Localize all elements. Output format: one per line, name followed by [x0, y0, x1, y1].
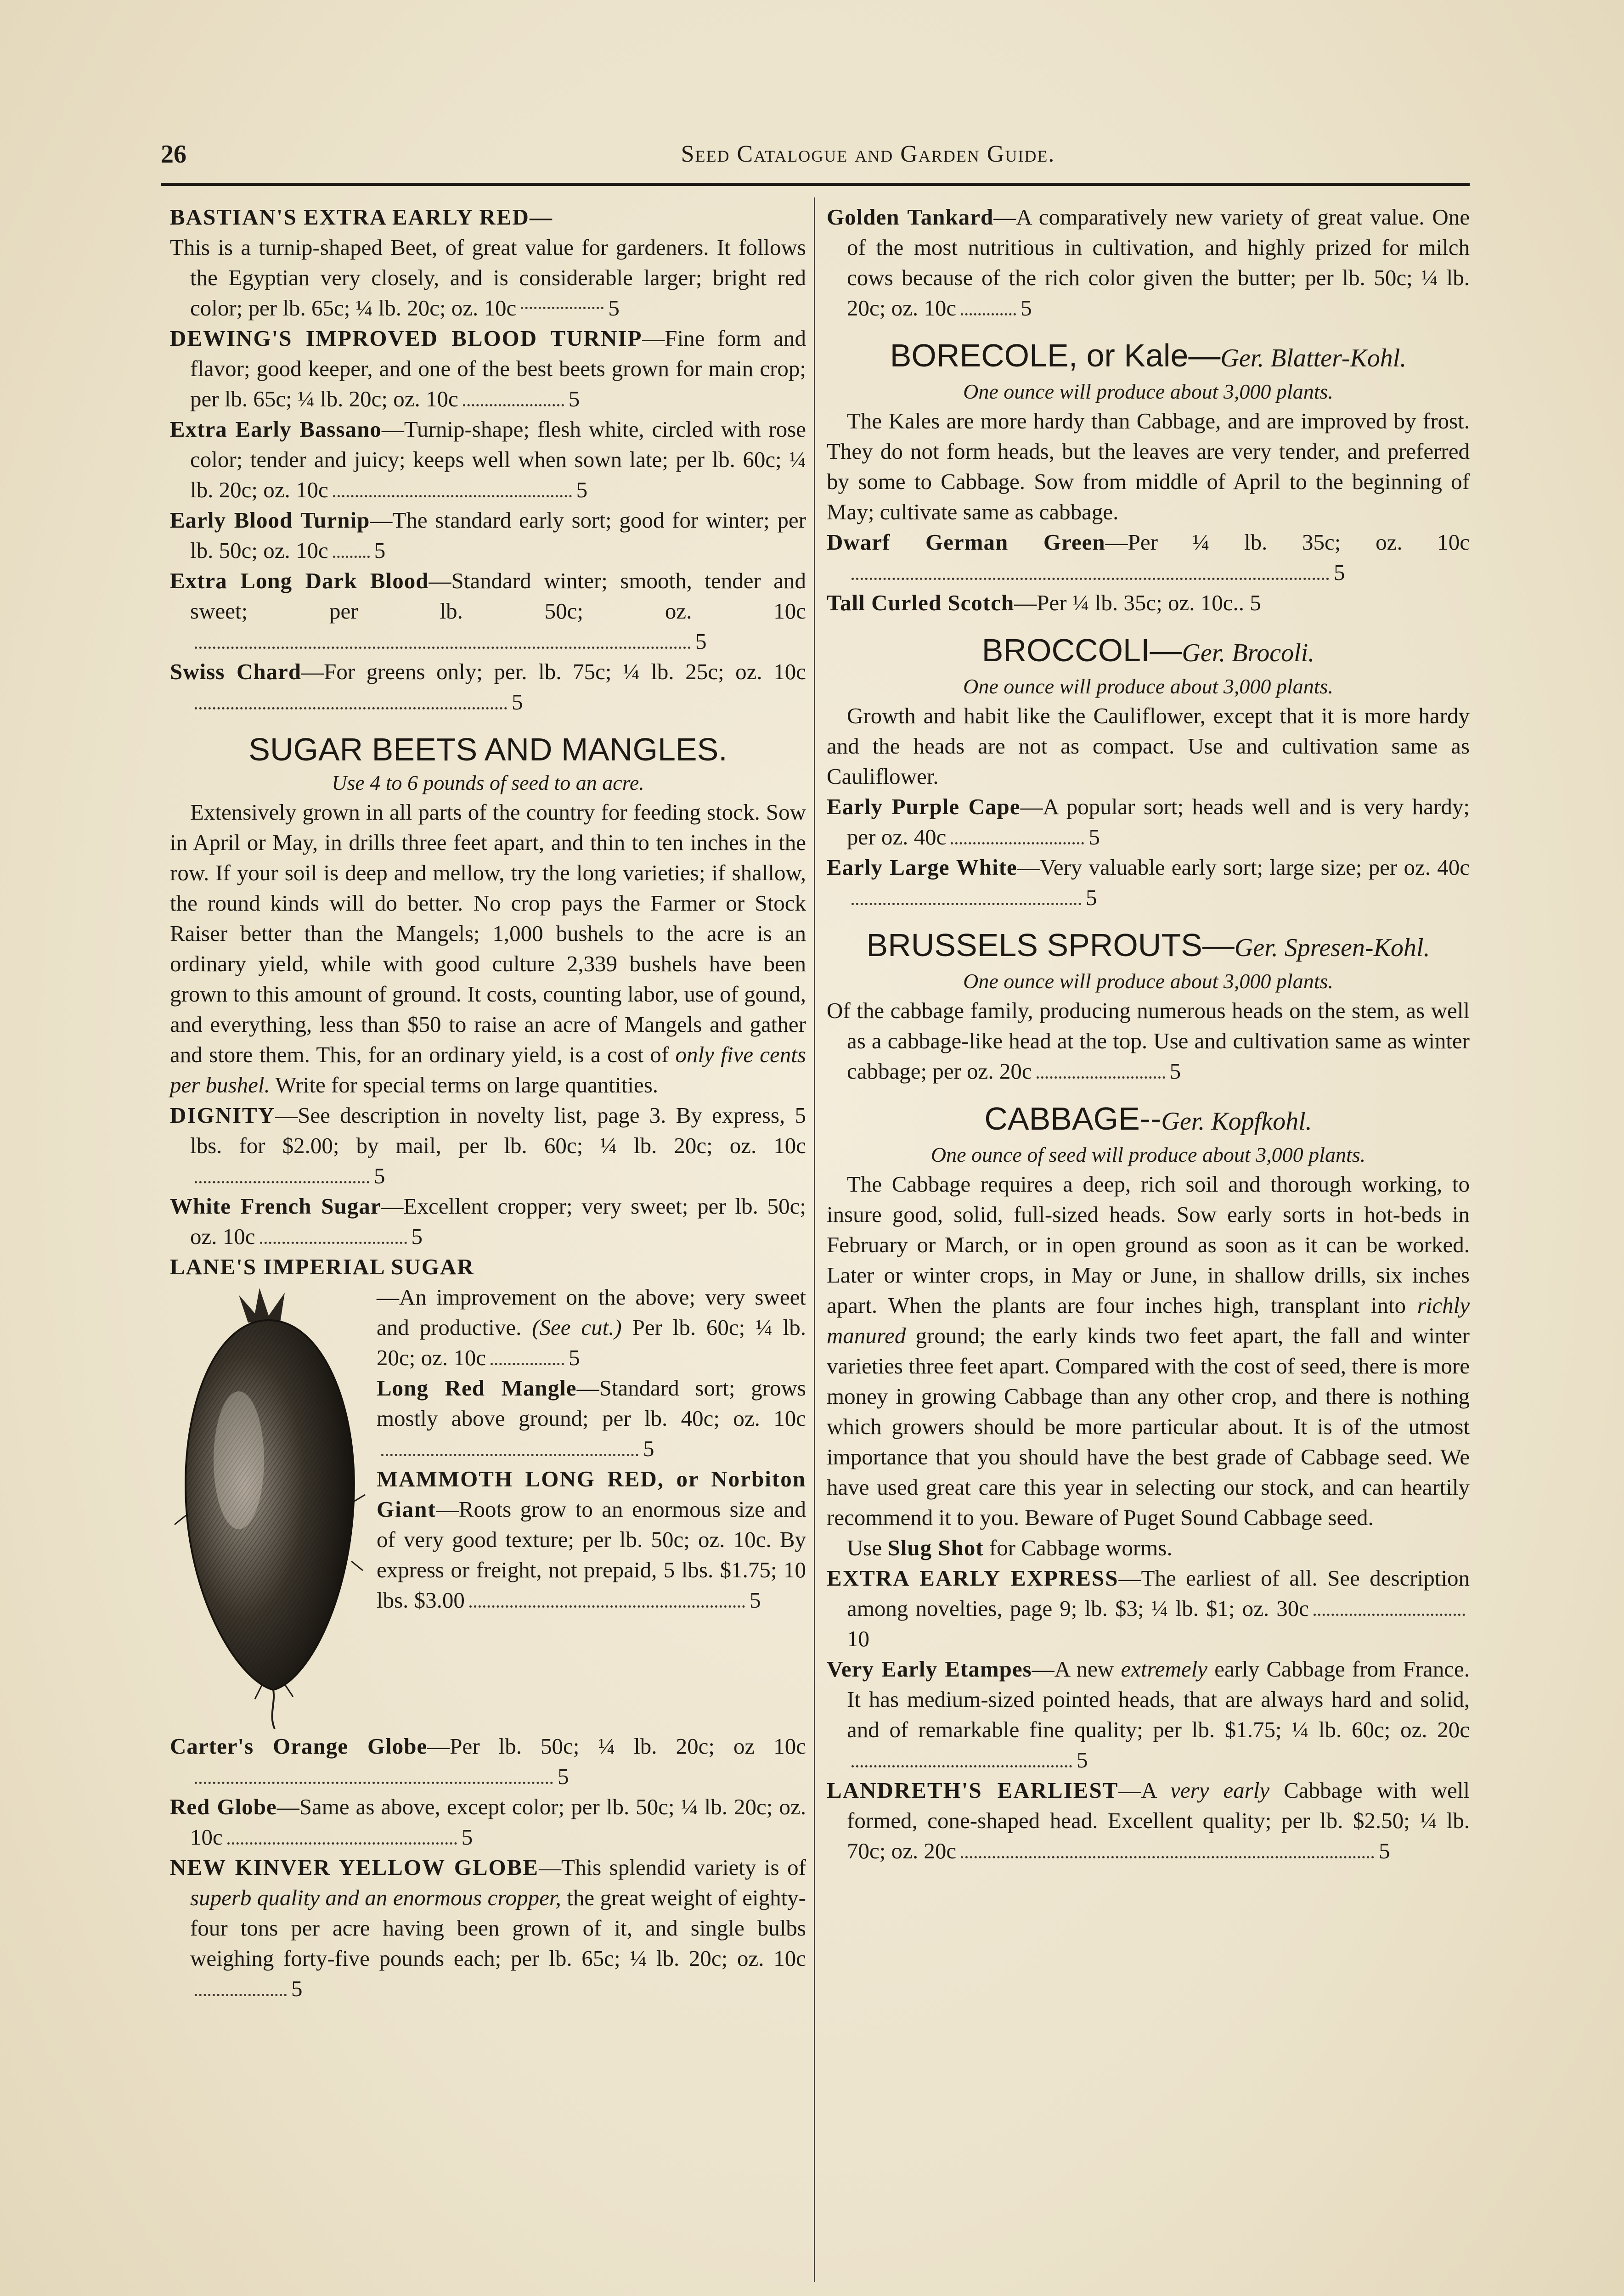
entry-text: —A popular sort; heads well and is very hardy; per oz. 40c: [847, 794, 1470, 850]
entry-tall-curled-scotch: [827, 588, 1470, 618]
entry-text: —The standard early sort; good for winter; per lb. 50c; oz. 10c: [190, 507, 806, 563]
entry-price: 5: [576, 477, 588, 502]
section-paragraph: Growth and habit like the Cauliflower, except that it is more hardy and the heads are not as compact. Use and cultivation same as Cauliflower.: [827, 703, 1470, 789]
entry-dewings-improved: [170, 323, 806, 414]
entry-price: 5: [1379, 1838, 1390, 1863]
entry-new-kinver-yellow-globe: NEW KINVER YELLOW GLOBE—This splendid variety is of superb quality and an enormous cropper, the great weight of eighty-four tons per acre having been grown of it, and single bulbs weighing forty-five pounds each; per lb. 65c; ¼ lb. 20c; oz. 10c5: [170, 1855, 806, 2001]
entry-price: 5: [374, 1163, 385, 1188]
sugar-beet-engraving: [170, 1286, 367, 1731]
entry-name: Early Blood Turnip: [170, 507, 370, 533]
page-header: [161, 138, 1447, 174]
entry-dignity: [170, 1100, 806, 1191]
entry-name: EXTRA EARLY EXPRESS: [827, 1565, 1119, 1591]
entry-price: 5: [1086, 885, 1097, 910]
entry-name: MAMMOTH LONG RED, or Norbiton Giant: [377, 1466, 806, 1522]
section-note: One ounce will produce about 3,000 plants.: [963, 380, 1333, 403]
section-heading-broccoli: BROCCOLI—Ger. Brocoli.: [981, 632, 1315, 668]
entry-name: Carter's Orange Globe: [170, 1733, 428, 1759]
entry-text: —Turnip-shape; flesh white, circled with rose color; tender and juicy; keeps well when sown late; per lb. 60c; ¼ lb. 20c; oz. 10c: [190, 416, 806, 502]
section-note: Use 4 to 6 pounds of seed to an acre.: [332, 771, 644, 794]
entry-name: DEWING'S IMPROVED BLOOD TURNIP: [170, 326, 643, 351]
entry-extra-long-dark-blood: [170, 566, 806, 657]
entry-text: —For greens only; per. lb. 75c; ¼ lb. 25c; oz. 10c: [301, 659, 806, 684]
entry-text: —Fine form and flavor; good keeper, and one of the best beets grown for main crop; per lb. 65c; ¼ lb. 20c; oz. 10c: [190, 326, 806, 411]
page-number: 26: [161, 140, 186, 169]
section-heading-sugar-beets: SUGAR BEETS AND MANGLES.: [248, 732, 727, 767]
entry-name: Early Large White: [827, 855, 1017, 880]
entry-name: Dwarf German Green: [827, 529, 1105, 555]
entry-price: 5: [608, 295, 620, 321]
section-note: One ounce will produce about 3,000 plants.: [963, 675, 1333, 698]
entry-name: Extra Long Dark Blood: [170, 568, 429, 593]
column-divider: [814, 197, 815, 2282]
entry-name: Red Globe: [170, 1794, 277, 1819]
entry-price: 5: [374, 538, 386, 563]
right-column: [827, 202, 1470, 1866]
entry-name: Very Early Etampes: [827, 1656, 1032, 1682]
entry-swiss-chard: [170, 657, 806, 717]
entry-name: Swiss Chard: [170, 659, 302, 684]
entry-dwarf-german-green: [827, 527, 1470, 588]
entry-early-large-white: [827, 852, 1470, 913]
slug-shot-note: Use Slug Shot for Cabbage worms.: [847, 1535, 1173, 1560]
entry-name: Tall Curled Scotch: [827, 590, 1015, 615]
entry-name: Long Red Mangle: [377, 1375, 577, 1401]
entry-price: 5: [695, 629, 707, 654]
section-paragraph: The Kales are more hardy than Cabbage, and are improved by frost. They do not form heads, but the leaves are very tender, and preferred by some to Cabbage. Sow from middle of April to the beginning of May; cultivate same as cabbage.: [827, 408, 1470, 524]
entry-price: 5: [1169, 1058, 1181, 1084]
entry-name: White French Sugar: [170, 1193, 381, 1219]
entry-name: NEW KINVER YELLOW GLOBE: [170, 1855, 539, 1880]
entry-price: 5: [291, 1976, 303, 2001]
entry-early-blood-turnip: [170, 505, 806, 566]
entry-extra-early-express: [827, 1563, 1470, 1654]
entry-price: 5: [512, 689, 523, 715]
entry-price: 5: [1021, 295, 1032, 321]
entry-name: BASTIAN'S EXTRA EARLY RED—: [170, 204, 553, 230]
entry-name: LANDRETH'S EARLIEST: [827, 1778, 1119, 1803]
entry-very-early-etampes: Very Early Etampes—A new extremely early Cabbage from France. It has medium-sized pointed heads, that are always hard and solid, and of remarkable fine quality; per lb. $1.75; ¼ lb. 60c; oz. 20c5: [827, 1656, 1470, 1773]
entry-price: 5: [568, 386, 580, 411]
entry-name: Early Purple Cape: [827, 794, 1021, 819]
entry-price: 5: [411, 1224, 423, 1249]
entry-landreths-earliest: LANDRETH'S EARLIEST—A very early Cabbage with well formed, cone-shaped head. Excellent quality; per lb. $2.50; ¼ lb. 70c; oz. 20c 5: [827, 1778, 1470, 1863]
entry-text: —Excellent cropper; very sweet; per lb. 50c; oz. 10c: [190, 1193, 806, 1249]
entry-early-purple-cape: [827, 792, 1470, 852]
entry-lanes-imperial-sugar: [170, 1252, 806, 1282]
section-heading-cabbage: CABBAGE--Ger. Kopfkohl.: [984, 1101, 1312, 1137]
entry-red-globe: [170, 1792, 806, 1852]
entry-price: 5: [749, 1587, 761, 1613]
entry-text: —The earliest of all. See description among novelties, page 9; lb. $3; ¼ lb. $1; oz. 30c: [847, 1565, 1470, 1621]
entry-golden-tankard: [827, 202, 1470, 323]
entry-text: —Very valuable early sort; large size; per oz. 40c: [1017, 855, 1470, 880]
entry-name: Golden Tankard: [827, 204, 994, 230]
entry-name: DIGNITY: [170, 1103, 276, 1128]
left-column: [170, 202, 806, 2004]
entry-price: 5: [461, 1824, 473, 1850]
entry-text: —Standard winter; smooth, tender and sweet; per lb. 50c; oz. 10c: [190, 568, 806, 624]
entry-price: 5: [1088, 824, 1100, 850]
entry-extra-early-bassano: [170, 414, 806, 505]
entry-price: 5: [1077, 1747, 1088, 1773]
entry-text: —See description in novelty list, page 3. By express, 5 lbs. for $2.00; by mail, per lb. 60c; ¼ lb. 20c; oz. 10c: [190, 1103, 806, 1158]
section-intro-paragraph: Extensively grown in all parts of the country for feeding stock. Sow in April or May, in drills three feet apart, and thin to ten inches in the row. If your soil is deep and mellow, try the long varieties; if shallow, the round kinds will do better. No crop pays the Farmer or Stock Raiser better than the Mangels; 1,000 bushels to the acre is an ordinary yield, while with good culture 2,339 bushels have been grown to this amount of ground. It costs, counting labor, use of gound, and everything, less than $50 to raise an acre of Mangels and gather and store them. This, for an ordinary yield, is a cost of only five cents per bushel. Write for special terms on large quantities.: [170, 799, 806, 1097]
entry-price: 5: [1250, 590, 1261, 615]
entry-bastians-extra-early-red: [170, 202, 806, 323]
entry-text: This is a turnip-shaped Beet, of great value for gardeners. It follows the Egyptian very closely, and is considerable larger; bright red color; per lb. 65c; ¼ lb. 20c; oz. 10c: [170, 235, 806, 321]
section-heading-brussels-sprouts: BRUSSELS SPROUTS—Ger. Spresen-Kohl.: [866, 927, 1430, 963]
section-note: One ounce of seed will produce about 3,000 plants.: [930, 1143, 1366, 1166]
beet-illustration: [170, 1286, 367, 1731]
illustrated-block: [170, 1282, 806, 1615]
entry-name: LANE'S IMPERIAL SUGAR: [170, 1254, 474, 1279]
entry-text: —Standard sort; grows mostly above ground; per lb. 40c; oz. 10c: [377, 1375, 806, 1431]
entry-text: —Per lb. 50c; ¼ lb. 20c; oz 10c: [427, 1733, 806, 1759]
entry-text: —Per ¼ lb. 35c; oz. 10c: [1105, 529, 1470, 555]
entry-name: Extra Early Bassano: [170, 416, 382, 442]
entry-price: 5: [558, 1764, 569, 1789]
section-paragraph: The Cabbage requires a deep, rich soil and thorough working, to insure good, solid, full-sized heads. Sow early sorts in hot-beds in February or March, or in open ground as soon as it can be worked. Later or winter crops, in May or June, in shallow drills, six inches apart. When the plants are four inches high, transplant into richly manured ground; the early kinds two feet apart, the fall and winter varieties three feet apart. Compared with the cost of seed, there is more money in growing Cabbage than any other crop, and there is nothing which growers should be more particular about. It is of the utmost importance that you should have the best grade of Cabbage seed. We have used great care this year in selecting our stock, and can heartily recommend it to you. Beware of Puget Sound Cabbage seed.: [827, 1171, 1470, 1530]
entry-text: —Same as above, except color; per lb. 50c; ¼ lb. 20c; oz. 10c: [190, 1794, 806, 1850]
header-rule: [161, 183, 1470, 186]
running-title: Seed Catalogue and Garden Guide.: [681, 141, 1055, 167]
entry-carters-orange-globe: [170, 1731, 806, 1792]
entry-text: —Roots grow to an enormous size and of very good texture; per lb. 50c; oz. 10c. By express or freight, not prepaid, 5 lbs. $1.75; 10 lbs. $3.00: [377, 1497, 806, 1613]
section-paragraph: Of the cabbage family, producing numerous heads on the stem, as well as a cabbage-like head at the top. Use and cultivation same as winter cabbage; per oz. 20c 5: [827, 998, 1470, 1084]
lanes-imperial-text: —An improvement on the above; very sweet and productive. (See cut.) Per lb. 60c; ¼ lb. 20c; oz. 10c 5: [377, 1284, 806, 1370]
entry-text: —Per ¼ lb. 35c; oz. 10c..: [1014, 590, 1245, 615]
entry-white-french-sugar: [170, 1191, 806, 1252]
entry-price: 10: [847, 1626, 869, 1651]
entry-text: —A comparatively new variety of great value. One of the most nutritious in cultivation, and highly prized for milch cows because of the rich color given the butter; per lb. 50c; ¼ lb. 20c; oz. 10c: [847, 204, 1470, 321]
entry-price: 5: [1334, 560, 1345, 585]
section-heading-borecole: BORECOLE, or Kale—Ger. Blatter-Kohl.: [890, 338, 1407, 373]
entry-price: 5: [643, 1436, 654, 1461]
section-note: One ounce will produce about 3,000 plants.: [963, 969, 1333, 993]
